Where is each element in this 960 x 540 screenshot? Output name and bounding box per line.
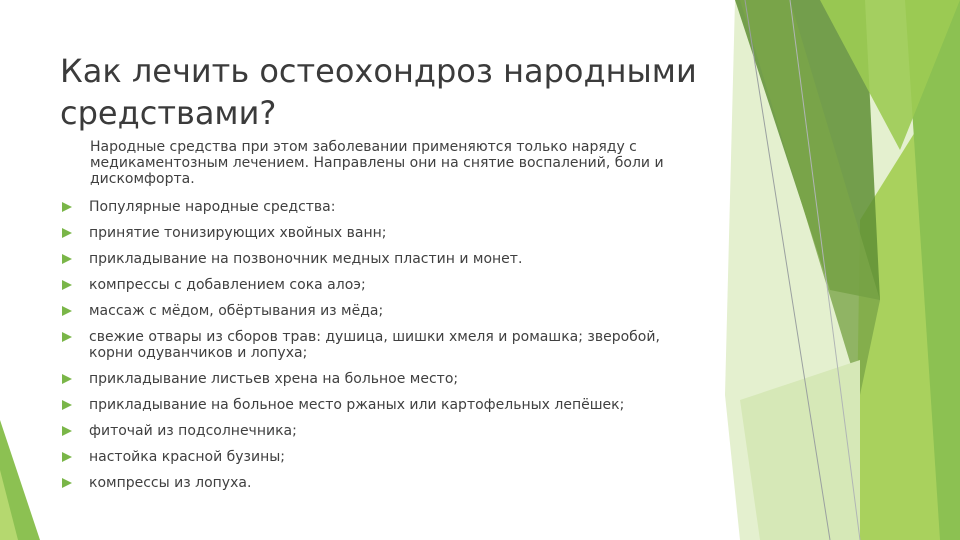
bullet-text: компрессы с добавлением сока алоэ; bbox=[89, 277, 366, 293]
bullet-item bbox=[62, 225, 722, 241]
intro-paragraph: Народные средства при этом заболевании применяются только наряду с медикаментозным лечением. Направлены они на снятие воспалений, боли и дискомфорта. bbox=[90, 139, 664, 187]
bullet-text: настойка красной бузины; bbox=[89, 449, 286, 465]
bullet-item bbox=[62, 397, 722, 413]
slide-title: Как лечить остеохондроз народными средствами? bbox=[60, 52, 697, 132]
bullet-text: массаж с мёдом, обёртывания из мёда; bbox=[89, 303, 384, 319]
bullet-item bbox=[62, 277, 722, 293]
bullet-item bbox=[62, 199, 722, 215]
bullet-item bbox=[62, 423, 722, 439]
bullet-text: свежие отвары из сборов трав: душица, шишки хмеля и ромашка; зверобой, корни одуванчиков и лопуха; bbox=[89, 329, 660, 361]
bullet-item bbox=[62, 303, 722, 319]
bullet-arrow-icon bbox=[62, 452, 72, 462]
bullet-arrow-icon bbox=[62, 228, 72, 238]
bullet-arrow-icon bbox=[62, 426, 72, 436]
bullet-text: Популярные народные средства: bbox=[89, 199, 336, 215]
bullet-text: прикладывание на позвоночник медных пластин и монет. bbox=[89, 251, 523, 267]
bullet-arrow-icon bbox=[62, 254, 72, 264]
bullet-item bbox=[62, 251, 722, 267]
bullet-item bbox=[62, 329, 699, 361]
bullet-list bbox=[62, 199, 722, 491]
bullet-arrow-icon bbox=[62, 478, 72, 488]
bullet-arrow-icon bbox=[62, 306, 72, 316]
bullet-arrow-icon bbox=[62, 332, 72, 342]
bullet-text: компрессы из лопуха. bbox=[89, 475, 252, 491]
bullet-arrow-icon bbox=[62, 280, 72, 290]
bullet-text: принятие тонизирующих хвойных ванн; bbox=[89, 225, 387, 241]
bullet-arrow-icon bbox=[62, 202, 72, 212]
bullet-arrow-icon bbox=[62, 374, 72, 384]
bullet-text: фиточай из подсолнечника; bbox=[89, 423, 297, 439]
bullet-item bbox=[62, 475, 722, 491]
bullet-item bbox=[62, 449, 722, 465]
bullet-text: прикладывание листьев хрена на больное место; bbox=[89, 371, 459, 387]
bullet-item bbox=[62, 371, 722, 387]
bullet-text: прикладывание на больное место ржаных или картофельных лепёшек; bbox=[89, 397, 625, 413]
bullet-arrow-icon bbox=[62, 400, 72, 410]
